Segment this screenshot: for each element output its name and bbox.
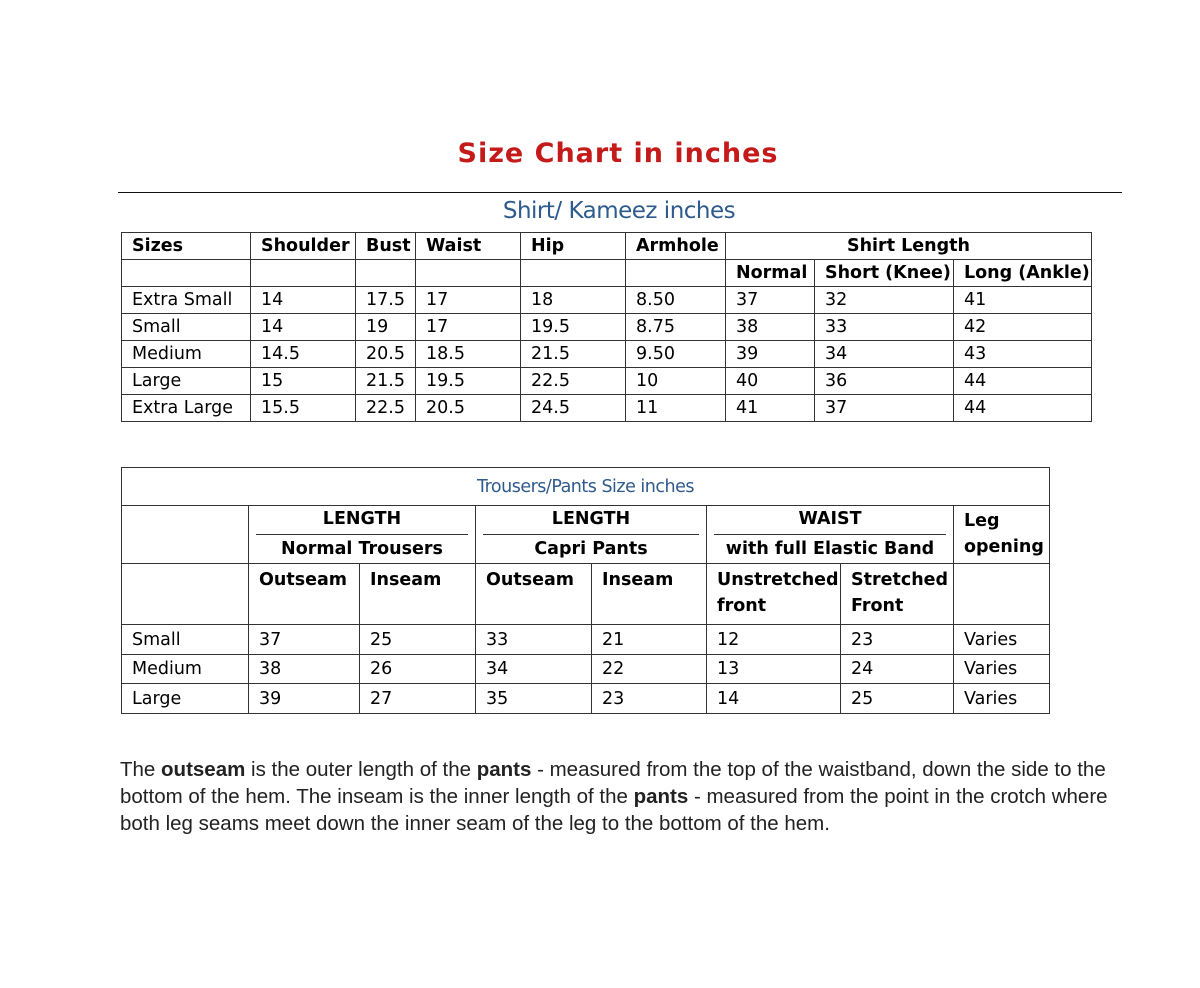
page-title: Size Chart in inches [457,138,779,169]
shoulder-cell: 14 [251,287,356,314]
empty-cell [626,260,726,287]
bust-cell: 20.5 [356,341,416,368]
armhole-cell: 8.50 [626,287,726,314]
shoulder-cell: 14.5 [251,341,356,368]
title-divider [118,192,1122,193]
normal-length-cell: 40 [726,368,815,395]
table-row [122,655,1050,684]
table-row [122,341,1092,368]
col-header-inseam: Inseam [592,564,707,625]
long-length-cell: 41 [954,287,1092,314]
short-length-cell: 32 [815,287,954,314]
empty-cell [521,260,626,287]
long-length-cell: 42 [954,314,1092,341]
col-header-inseam: Inseam [360,564,476,625]
table-row [122,395,1092,422]
waist-cell: 18.5 [416,341,521,368]
col-header-unstretched-front [707,564,841,625]
size-cell: Small [122,314,251,341]
size-cell: Large [122,684,249,714]
size-cell: Extra Small [122,287,251,314]
normal-length-cell: 38 [726,314,815,341]
stretched-line2: Front [851,596,904,616]
group-header-length: LENGTH [322,509,402,529]
bust-cell: 22.5 [356,395,416,422]
group-header-normal-trousers-label: Normal Trousers [281,539,443,559]
note-text: is the outer length of the [245,758,477,781]
capri-outseam-cell: 35 [476,684,592,714]
measurement-note [120,756,1130,837]
col-header-armhole: Armhole [626,233,726,260]
leg-header-line1: Leg [964,511,1000,531]
leg-opening-cell: Varies [954,655,1050,684]
hip-cell: 21.5 [521,341,626,368]
unstretched-line2: front [717,596,767,616]
col-header-long-ankle: Long (Ankle) [954,260,1092,287]
normal-length-cell: 37 [726,287,815,314]
size-cell: Extra Large [122,395,251,422]
pants-subheader-row [122,564,1050,625]
group-header-length: LENGTH [551,509,631,529]
pants-table-caption: Trousers/Pants Size inches [122,468,1050,506]
col-header-sizes: Sizes [122,233,251,260]
col-header-hip: Hip [521,233,626,260]
pants-size-table [121,467,1050,714]
group-header-waist-label: WAIST [798,509,862,529]
normal-length-cell: 39 [726,341,815,368]
hip-cell: 24.5 [521,395,626,422]
stretched-cell: 25 [841,684,954,714]
capri-inseam-cell: 21 [592,625,707,655]
armhole-cell: 11 [626,395,726,422]
shirt-subheader-row [122,260,1092,287]
col-header-waist: Waist [416,233,521,260]
group-header-waist [707,506,954,564]
unstretched-line1: Unstretched [717,570,839,590]
capri-inseam-cell: 22 [592,655,707,684]
stretched-line1: Stretched [851,570,949,590]
col-header-outseam: Outseam [476,564,592,625]
short-length-cell: 36 [815,368,954,395]
armhole-cell: 10 [626,368,726,395]
long-length-cell: 43 [954,341,1092,368]
note-bold-pants: pants [633,785,689,808]
table-row [122,625,1050,655]
stretched-cell: 24 [841,655,954,684]
waist-cell: 17 [416,287,521,314]
col-header-stretched-front [841,564,954,625]
waist-cell: 17 [416,314,521,341]
group-header-capri-pants [476,506,707,564]
size-cell: Small [122,625,249,655]
pants-caption-row [122,468,1050,506]
short-length-cell: 37 [815,395,954,422]
waist-cell: 20.5 [416,395,521,422]
shirt-table-caption: Shirt/ Kameez inches [502,198,736,224]
note-text: - measured from the point in the crotch where both leg seams meet down the inner seam of the leg to the bottom of the hem. [120,785,1108,835]
hip-cell: 22.5 [521,368,626,395]
normal-outseam-cell: 38 [249,655,360,684]
note-text: - measured from the top of the waistband, down the side to the bottom of the hem. The inseam is the inner length of the [120,758,1106,808]
hip-cell: 18 [521,287,626,314]
shoulder-cell: 14 [251,314,356,341]
bust-cell: 19 [356,314,416,341]
normal-outseam-cell: 37 [249,625,360,655]
armhole-cell: 9.50 [626,341,726,368]
normal-inseam-cell: 27 [360,684,476,714]
short-length-cell: 34 [815,341,954,368]
note-text: The [120,758,162,781]
size-cell: Medium [122,341,251,368]
shirt-size-table [121,232,1092,422]
col-header-shirt-length: Shirt Length [726,233,1092,260]
note-bold-outseam: outseam [161,758,246,781]
capri-inseam-cell: 23 [592,684,707,714]
long-length-cell: 44 [954,368,1092,395]
empty-cell [356,260,416,287]
normal-length-cell: 41 [726,395,815,422]
empty-cell [416,260,521,287]
col-header-shoulder: Shoulder [251,233,356,260]
short-length-cell: 33 [815,314,954,341]
empty-cell [122,506,249,564]
group-header-elastic-band-label: with full Elastic Band [725,539,935,559]
group-header-normal-trousers [249,506,476,564]
col-header-normal: Normal [726,260,815,287]
leg-opening-cell: Varies [954,625,1050,655]
normal-inseam-cell: 26 [360,655,476,684]
empty-cell [122,260,251,287]
leg-opening-cell: Varies [954,684,1050,714]
empty-cell [122,564,249,625]
unstretched-cell: 12 [707,625,841,655]
col-header-bust: Bust [356,233,416,260]
normal-outseam-cell: 39 [249,684,360,714]
shoulder-cell: 15 [251,368,356,395]
bust-cell: 17.5 [356,287,416,314]
col-header-outseam: Outseam [249,564,360,625]
unstretched-cell: 14 [707,684,841,714]
normal-inseam-cell: 25 [360,625,476,655]
col-header-leg-opening [954,506,1050,564]
empty-cell [954,564,1050,625]
table-row [122,368,1092,395]
capri-outseam-cell: 33 [476,625,592,655]
pants-group-header-row [122,506,1050,564]
long-length-cell: 44 [954,395,1092,422]
table-row [122,287,1092,314]
table-row [122,314,1092,341]
armhole-cell: 8.75 [626,314,726,341]
size-cell: Medium [122,655,249,684]
col-header-short-knee: Short (Knee) [815,260,954,287]
table-row [122,684,1050,714]
bust-cell: 21.5 [356,368,416,395]
note-bold-pants: pants [476,758,532,781]
unstretched-cell: 13 [707,655,841,684]
size-cell: Large [122,368,251,395]
stretched-cell: 23 [841,625,954,655]
leg-header-line2: opening [964,537,1044,557]
hip-cell: 19.5 [521,314,626,341]
shirt-header-row [122,233,1092,260]
empty-cell [251,260,356,287]
waist-cell: 19.5 [416,368,521,395]
capri-outseam-cell: 34 [476,655,592,684]
shoulder-cell: 15.5 [251,395,356,422]
group-header-capri-pants-label: Capri Pants [534,539,648,559]
